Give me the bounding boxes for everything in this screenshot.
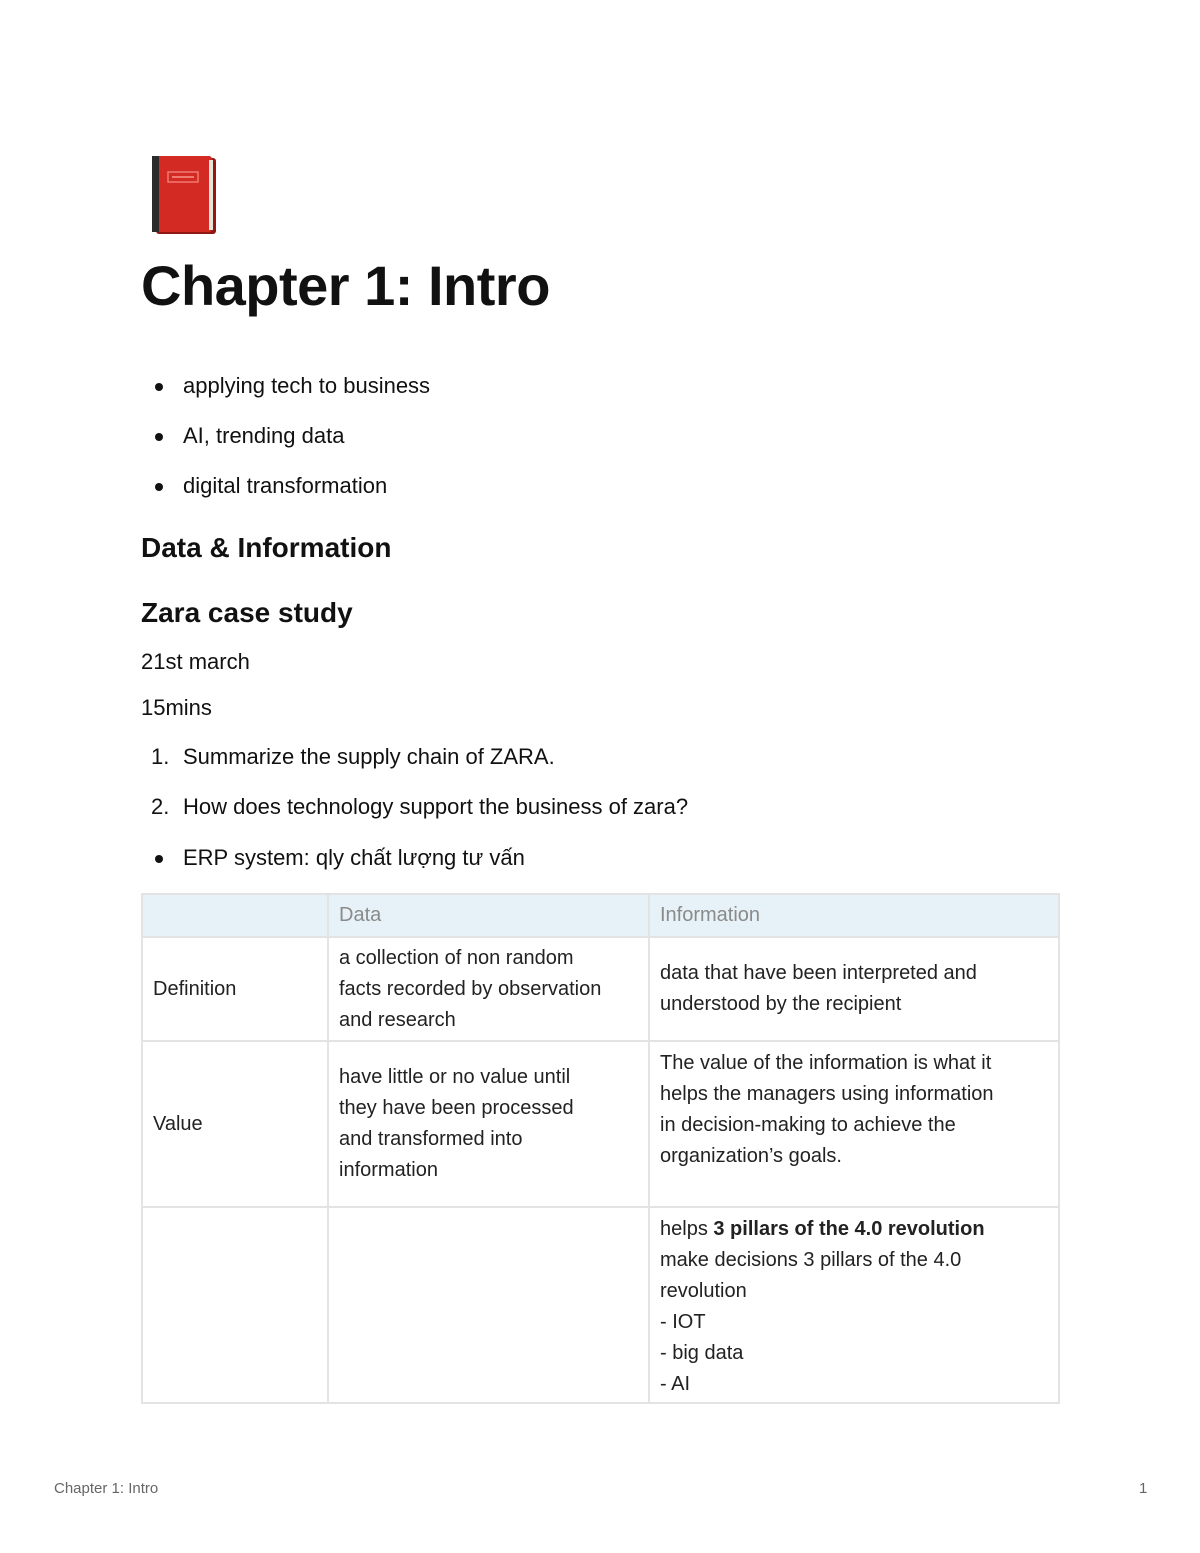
- table-cell: [649, 1207, 1059, 1403]
- cell-line: - IOT: [660, 1311, 706, 1333]
- page-title: Chapter 1: Intro: [141, 254, 550, 317]
- footer-title: Chapter 1: Intro: [54, 1480, 159, 1497]
- cell-line: - AI: [660, 1373, 691, 1395]
- cell-line: helps the managers using information: [660, 1083, 994, 1105]
- question-list: [141, 742, 688, 842]
- list-item: AI, trending data: [141, 418, 430, 468]
- case-duration: 15mins: [141, 695, 212, 720]
- red-book-icon: [146, 152, 218, 238]
- table-cell: [328, 1207, 649, 1403]
- cell-line: and research: [339, 1008, 456, 1031]
- table-header-cell: [142, 894, 328, 937]
- cell-line: [660, 1214, 1048, 1245]
- table-cell: [649, 937, 1059, 1041]
- intro-bullet-list: [141, 368, 430, 518]
- case-date: 21st march: [141, 649, 250, 674]
- erp-bullet-list: [141, 840, 525, 876]
- list-item: digital transformation: [141, 468, 430, 518]
- data-information-table: [141, 893, 1060, 1404]
- table-cell: [649, 1041, 1059, 1207]
- cell-line: information: [339, 1159, 438, 1181]
- cell-line: revolution: [660, 1280, 747, 1302]
- heading-data-information: Data & Information: [141, 532, 392, 563]
- list-item: [141, 792, 688, 842]
- row-label: [142, 1207, 328, 1403]
- cell-line: - big data: [660, 1342, 744, 1364]
- question-text: Summarize the supply chain of ZARA.: [183, 744, 555, 769]
- cell-line: they have been processed: [339, 1097, 574, 1119]
- list-item: ERP system: qly chất lượng tư vấn: [141, 840, 525, 876]
- cell-line: understood by the recipient: [660, 993, 902, 1015]
- table-row: [142, 937, 1059, 1041]
- table-header-cell: Data: [328, 894, 649, 937]
- table-header-cell: Information: [649, 894, 1059, 937]
- cell-line: and transformed into: [339, 1128, 523, 1150]
- cell-line: data that have been interpreted and: [660, 962, 977, 984]
- table-row: [142, 1207, 1059, 1403]
- question-text: How does technology support the business of zara?: [183, 794, 689, 819]
- bold-phrase: 3 pillars of the 4.0 revolution: [713, 1218, 985, 1240]
- list-number: 2.: [151, 794, 170, 819]
- cell-line: make decisions 3 pillars of the 4.0: [660, 1249, 962, 1271]
- table-header-row: [142, 894, 1059, 937]
- cell-line: in decision-making to achieve the: [660, 1114, 956, 1136]
- list-item: [141, 742, 688, 792]
- cell-prefix: helps: [660, 1218, 714, 1240]
- list-number: 1.: [151, 744, 170, 769]
- cell-line: facts recorded by observation: [339, 977, 602, 1000]
- list-item: applying tech to business: [141, 368, 430, 418]
- footer-page-number: 1: [1139, 1480, 1148, 1497]
- row-label: Definition: [142, 937, 328, 1041]
- cell-line: have little or no value until: [339, 1066, 571, 1088]
- table-cell: [328, 1041, 649, 1207]
- table-row: [142, 1041, 1059, 1207]
- cell-line: The value of the information is what it: [660, 1052, 992, 1074]
- cell-line: organization’s goals.: [660, 1145, 842, 1167]
- row-label: Value: [142, 1041, 328, 1207]
- cell-line: a collection of non random: [339, 946, 574, 969]
- heading-zara-case-study: Zara case study: [141, 597, 353, 628]
- table-cell: [328, 937, 649, 1041]
